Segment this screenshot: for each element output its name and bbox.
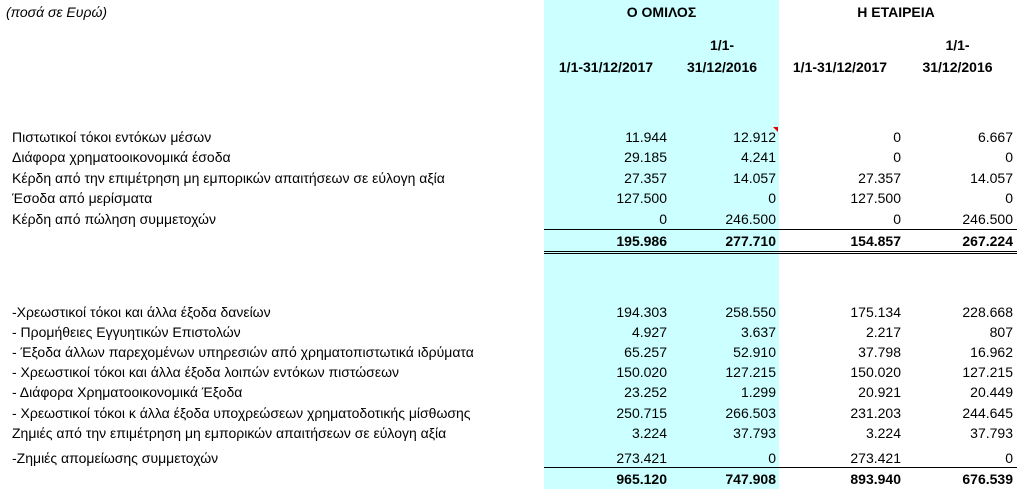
expense-row-group-2017: 23.252 bbox=[624, 384, 667, 400]
period-header-group-2016-line2: 31/12/2016 bbox=[686, 59, 758, 75]
expense-row-company-2017: 20.921 bbox=[858, 384, 901, 400]
expense-row-group-2016: 1.299 bbox=[740, 384, 776, 400]
expense-row-company-2016: 37.793 bbox=[970, 425, 1013, 441]
income-row-company-2017: 127.500 bbox=[850, 190, 901, 206]
income-total-rule-1 bbox=[544, 251, 1017, 252]
income-row-company-2016: 0 bbox=[1005, 190, 1013, 206]
income-total-group-2017: 195.986 bbox=[616, 233, 667, 249]
expense-row-label: -Χρεωστικοί τόκοι και άλλα έξοδα δανείων bbox=[12, 304, 271, 320]
expense-row-label: - Χρεωστικοί τόκοι και άλλα έξοδα λοιπών εντόκων πιστώσεων bbox=[12, 364, 399, 380]
expenses-total-group-2017: 965.120 bbox=[616, 471, 667, 487]
income-row-company-2017: 0 bbox=[893, 211, 901, 227]
income-row-group-2017: 27.357 bbox=[624, 170, 667, 186]
income-row-company-2016: 6.667 bbox=[977, 129, 1013, 145]
expense-row-group-2017: 250.715 bbox=[616, 405, 667, 421]
income-row-group-2016: 0 bbox=[768, 190, 776, 206]
expenses-total-company-2016: 676.539 bbox=[962, 471, 1013, 487]
expense-row-label: - Διάφορα Χρηματοοικονομικά Έξοδα bbox=[12, 384, 243, 400]
expense-row-company-2016: 20.449 bbox=[970, 384, 1013, 400]
expense-row-group-2017: 65.257 bbox=[624, 344, 667, 360]
expense-row-label: -Ζημιές απομείωσης συμμετοχών bbox=[12, 450, 219, 466]
period-header-company-2016-line1: 1/1- bbox=[945, 37, 970, 53]
income-row-company-2017: 0 bbox=[893, 149, 901, 165]
income-subtotal-rule bbox=[544, 229, 1017, 230]
expense-row-group-2016: 37.793 bbox=[733, 425, 776, 441]
expense-row-company-2016: 0 bbox=[1005, 450, 1013, 466]
expense-row-company-2017: 2.217 bbox=[865, 324, 901, 340]
income-row-group-2017: 29.185 bbox=[624, 149, 667, 165]
expense-row-company-2016: 16.962 bbox=[970, 344, 1013, 360]
income-row-label: Διάφορα χρηματοοικονομικά έσοδα bbox=[12, 149, 231, 165]
expense-row-company-2016: 807 bbox=[989, 324, 1013, 340]
expense-row-company-2017: 273.421 bbox=[850, 450, 901, 466]
expenses-subtotal-rule bbox=[544, 467, 1017, 468]
income-row-group-2017: 0 bbox=[659, 211, 667, 227]
group-header-group: Ο ΟΜΙΛΟΣ bbox=[626, 4, 697, 20]
income-row-group-2016: 4.241 bbox=[740, 149, 776, 165]
income-row-company-2017: 0 bbox=[893, 129, 901, 145]
expense-row-group-2017: 4.927 bbox=[631, 324, 667, 340]
expense-row-company-2016: 127.215 bbox=[962, 364, 1013, 380]
income-row-group-2017: 11.944 bbox=[625, 129, 667, 145]
income-row-group-2017: 127.500 bbox=[616, 190, 667, 206]
expense-row-label: - Έξοδα άλλων παρεχομένων υπηρεσιών από χρηματοπιστωτικά ιδρύματα bbox=[12, 344, 474, 360]
income-total-company-2016: 267.224 bbox=[962, 233, 1013, 249]
income-row-label: Κέρδη από πώληση συμμετοχών bbox=[12, 211, 216, 227]
expense-row-company-2017: 37.798 bbox=[858, 344, 901, 360]
income-total-rule-2 bbox=[544, 253, 1017, 254]
expense-row-company-2017: 3.224 bbox=[865, 425, 901, 441]
income-row-group-2016: 14.057 bbox=[733, 170, 776, 186]
income-row-group-2016: 12.912 bbox=[733, 129, 776, 145]
income-row-group-2016: 246.500 bbox=[725, 211, 776, 227]
expense-row-company-2017: 150.020 bbox=[850, 364, 901, 380]
expense-row-group-2016: 258.550 bbox=[725, 304, 776, 320]
period-header-group-2017: 1/1-31/12/2017 bbox=[558, 59, 654, 75]
period-header-group-2016-line1: 1/1- bbox=[709, 37, 735, 53]
expense-row-company-2016: 244.645 bbox=[962, 405, 1013, 421]
group-header-company: Η ΕΤΑΙΡΕΙΑ bbox=[857, 4, 935, 20]
expense-row-group-2016: 52.910 bbox=[733, 344, 776, 360]
expense-row-group-2017: 3.224 bbox=[631, 425, 667, 441]
income-row-company-2017: 27.357 bbox=[858, 170, 901, 186]
expenses-total-group-2016: 747.908 bbox=[725, 471, 776, 487]
expense-row-group-2017: 150.020 bbox=[616, 364, 667, 380]
expense-row-company-2017: 231.203 bbox=[850, 405, 901, 421]
income-row-label: Πιστωτικοί τόκοι εντόκων μέσων bbox=[12, 129, 212, 145]
expense-row-group-2016: 266.503 bbox=[725, 405, 776, 421]
period-header-company-2016-line2: 31/12/2016 bbox=[922, 59, 993, 75]
expense-row-group-2016: 127.215 bbox=[725, 364, 776, 380]
expense-row-group-2016: 3.637 bbox=[740, 324, 776, 340]
income-row-label: Κέρδη από την επιμέτρηση μη εμπορικών απαιτήσεων σε εύλογη αξία bbox=[12, 170, 445, 186]
period-header-company-2017: 1/1-31/12/2017 bbox=[792, 59, 888, 75]
unit-note: (ποσά σε Ευρώ) bbox=[6, 4, 108, 20]
income-row-label: Έσοδα από μερίσματα bbox=[12, 190, 153, 206]
expense-row-group-2017: 273.421 bbox=[616, 450, 667, 466]
expense-row-company-2016: 228.668 bbox=[962, 304, 1013, 320]
expense-row-group-2017: 194.303 bbox=[616, 304, 667, 320]
income-row-company-2016: 14.057 bbox=[970, 170, 1013, 186]
expense-row-company-2017: 175.134 bbox=[850, 304, 901, 320]
expense-row-label: Ζημιές από την επιμέτρηση μη εμπορικών απαιτήσεων σε εύλογη αξία bbox=[12, 425, 447, 441]
expense-row-group-2016: 0 bbox=[768, 450, 776, 466]
expense-row-label: - Προμήθειες Εγγυητικών Επιστολών bbox=[12, 324, 241, 340]
income-total-company-2017: 154.857 bbox=[850, 233, 901, 249]
expense-row-label: - Χρεωστικοί τόκοι κ άλλα έξοδα υποχρεώσεων χρηματοδοτικής μίσθωσης bbox=[12, 405, 471, 421]
expenses-total-company-2017: 893.940 bbox=[850, 471, 901, 487]
income-total-group-2016: 277.710 bbox=[725, 233, 776, 249]
income-row-company-2016: 0 bbox=[1005, 149, 1013, 165]
income-row-company-2016: 246.500 bbox=[962, 211, 1013, 227]
